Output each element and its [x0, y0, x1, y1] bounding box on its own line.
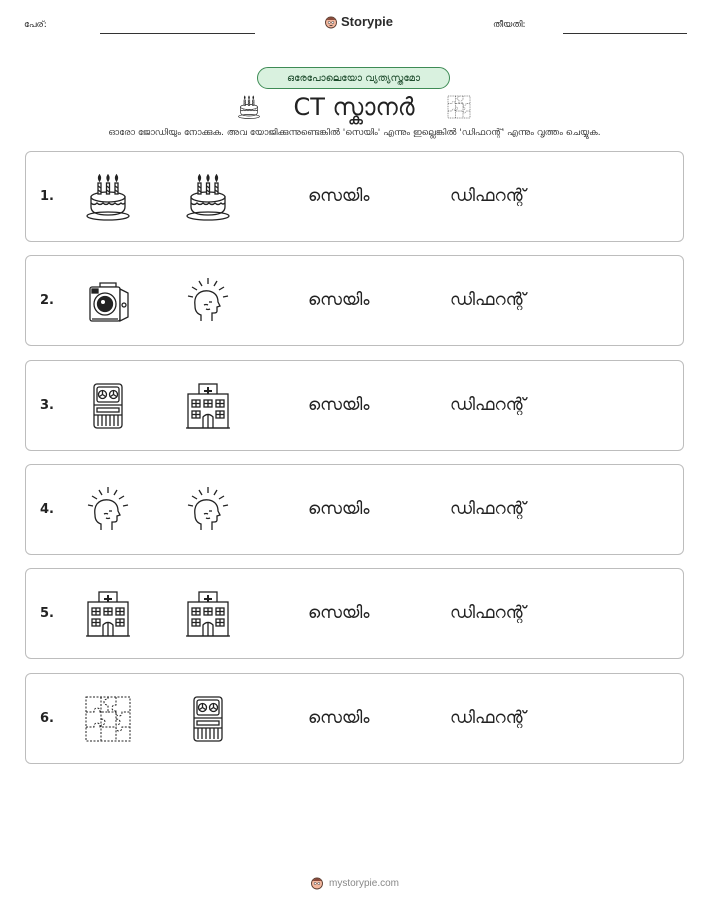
hospital-icon: [82, 588, 134, 640]
different-option[interactable]: ഡിഫറന്റ്: [450, 499, 526, 519]
different-option[interactable]: ഡിഫറന്റ്: [450, 708, 526, 728]
page-footer: [0, 876, 709, 890]
question-row: [25, 568, 684, 659]
headache-icon: [182, 275, 234, 327]
date-label: തീയതി:: [493, 20, 526, 30]
ct-machine-icon: [182, 693, 234, 745]
question-number: 1.: [40, 189, 54, 204]
footer-url[interactable]: mystorypie.com: [328, 877, 399, 889]
name-field-line[interactable]: [100, 33, 255, 34]
different-option[interactable]: ഡിഫറന്റ്: [450, 290, 526, 310]
hospital-icon: [182, 380, 234, 432]
same-option[interactable]: സെയിം: [308, 395, 370, 415]
hospital-icon: [182, 588, 234, 640]
name-label: പേര്:: [24, 20, 47, 30]
different-option[interactable]: ഡിഫറന്റ്: [450, 395, 526, 415]
cake-icon: [236, 94, 262, 120]
question-number: 5.: [40, 606, 54, 621]
question-number: 6.: [40, 711, 54, 726]
different-option[interactable]: ഡിഫറന്റ്: [450, 603, 526, 623]
same-option[interactable]: സെയിം: [308, 603, 370, 623]
headache-icon: [182, 484, 234, 536]
storypie-mascot-icon: [324, 15, 338, 29]
different-option[interactable]: ഡിഫറന്റ്: [450, 186, 526, 206]
worksheet-type-badge: ഒരേപോലെയോ വ്യത്യസ്തമോ: [257, 67, 450, 89]
brand-logo: [324, 14, 393, 29]
cake-icon: [82, 171, 134, 223]
puzzle-icon: [82, 693, 134, 745]
puzzle-icon: [446, 94, 472, 120]
same-option[interactable]: സെയിം: [308, 708, 370, 728]
same-option[interactable]: സെയിം: [308, 186, 370, 206]
page-header: [0, 0, 709, 40]
title-row: [236, 90, 472, 124]
scanner-camera-icon: [82, 275, 134, 327]
same-option[interactable]: സെയിം: [308, 290, 370, 310]
question-number: 3.: [40, 398, 54, 413]
question-row: [25, 151, 684, 242]
question-row: [25, 673, 684, 764]
question-row: [25, 464, 684, 555]
question-row: [25, 360, 684, 451]
ct-machine-icon: [82, 380, 134, 432]
question-row: [25, 255, 684, 346]
question-number: 4.: [40, 502, 54, 517]
date-field-line[interactable]: [563, 33, 687, 34]
headache-icon: [82, 484, 134, 536]
cake-icon: [182, 171, 234, 223]
storypie-mascot-icon: [310, 876, 324, 890]
same-option[interactable]: സെയിം: [308, 499, 370, 519]
instructions: ഓരോ ജോഡിയും നോക്കുക. അവ യോജിക്കുന്നുണ്ടെങ്കിൽ 'സെയിം' എന്നും ഇല്ലെങ്കിൽ 'ഡിഫറന്റ്' എന്നും വൃത്തം ചെയ്യുക.: [108, 128, 601, 138]
brand-name: Storypie: [341, 14, 394, 29]
question-number: 2.: [40, 293, 54, 308]
page-title: CT സ്കാനർ: [293, 93, 415, 121]
